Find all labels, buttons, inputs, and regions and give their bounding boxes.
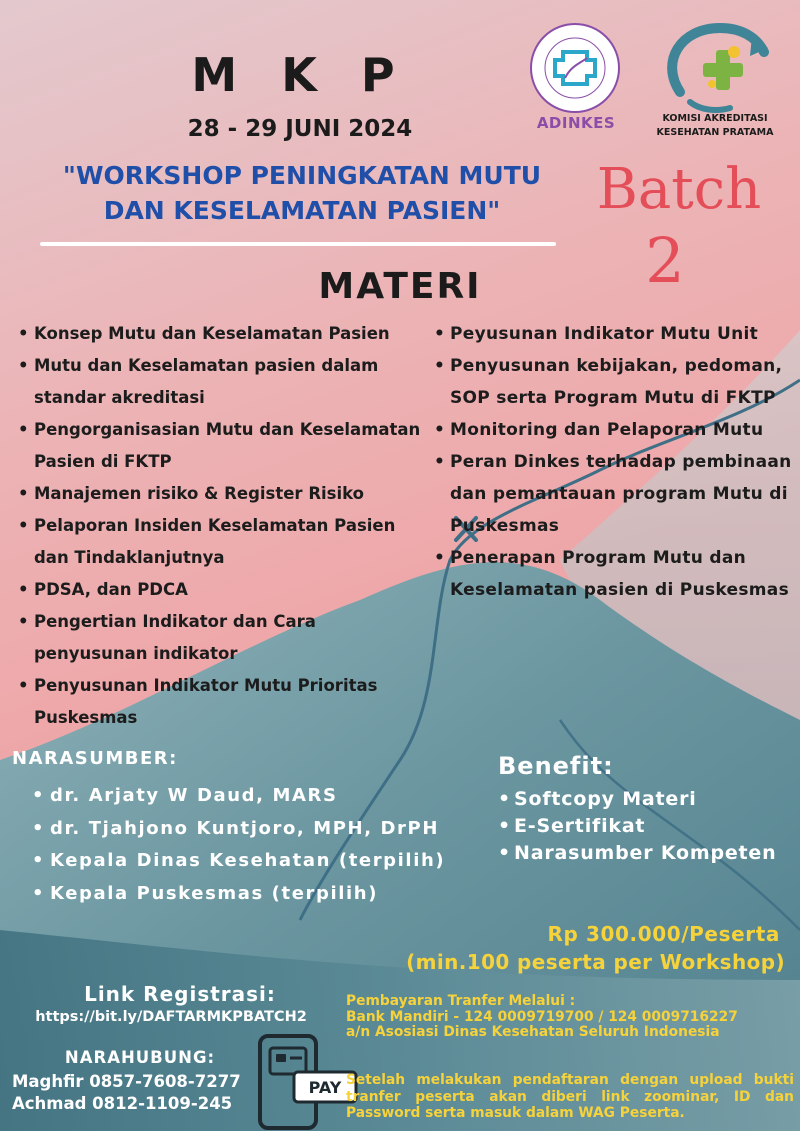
contact-title: NARAHUBUNG: bbox=[64, 1048, 216, 1067]
list-item: • Mutu dan Keselamatan pasien dalam standar akreditasi bbox=[16, 350, 434, 414]
event-date: 28 - 29 JUNI 2024 bbox=[187, 116, 413, 142]
list-item: • Pengertian Indikator dan Cara penyusunan indikator bbox=[16, 606, 434, 670]
list-item: • Manajemen risiko & Register Risiko bbox=[16, 478, 434, 510]
kars-logo bbox=[660, 22, 772, 114]
materi-title: MATERI bbox=[318, 266, 482, 307]
price-minimum: (min.100 peserta per Workshop) bbox=[406, 950, 785, 974]
materi-list-left bbox=[16, 318, 434, 734]
materi-list-right bbox=[432, 318, 792, 606]
workshop-title-line1: "WORKSHOP PENINGKATAN MUTU bbox=[62, 161, 542, 190]
list-item: • dr. Arjaty W Daud, MARS bbox=[30, 780, 500, 813]
adinkes-logo bbox=[529, 22, 621, 114]
kars-label-line1: KOMISI AKREDITASI bbox=[662, 113, 768, 124]
header-divider bbox=[40, 242, 556, 246]
list-item: • Penerapan Program Mutu dan Keselamatan pasien di Puskesmas bbox=[432, 542, 792, 606]
list-item: • Konsep Mutu dan Keselamatan Pasien bbox=[16, 318, 434, 350]
list-item: • Monitoring dan Pelaporan Mutu bbox=[432, 414, 792, 446]
batch-number: 2 bbox=[645, 224, 685, 297]
list-item: • Penyusunan kebijakan, pedoman, SOP serta Program Mutu di FKTP bbox=[432, 350, 792, 414]
list-item: • Pengorganisasian Mutu dan Keselamatan Pasien di FKTP bbox=[16, 414, 434, 478]
list-item: • Peyusunan Indikator Mutu Unit bbox=[432, 318, 792, 350]
price-amount: Rp 300.000/Peserta bbox=[547, 922, 780, 946]
list-item: • E-Sertifikat bbox=[496, 813, 796, 840]
list-item: • dr. Tjahjono Kuntjoro, MPH, DrPH bbox=[30, 813, 500, 846]
list-item: • PDSA, dan PDCA bbox=[16, 574, 434, 606]
workshop-title bbox=[22, 158, 582, 228]
registration-link[interactable]: https://bit.ly/DAFTARMKPBATCH2 bbox=[35, 1009, 307, 1025]
adinkes-label: ADINKES bbox=[536, 114, 616, 132]
kars-label bbox=[640, 112, 790, 140]
list-item: • Kepala Dinas Kesehatan (terpilih) bbox=[30, 845, 500, 878]
payment-note: Setelah melakukan pendaftaran dengan upload bukti tranfer peserta akan diberi link zoominar, ID dan Password serta masuk dalam WAG Peserta. bbox=[346, 1072, 794, 1121]
list-item: • Softcopy Materi bbox=[496, 786, 796, 813]
registration-title: Link Registrasi: bbox=[84, 982, 276, 1006]
narasumber-list bbox=[30, 780, 500, 910]
benefit-title: Benefit: bbox=[498, 752, 614, 780]
batch-label: Batch bbox=[596, 157, 762, 222]
workshop-title-line2: DAN KESELAMATAN PASIEN" bbox=[103, 196, 501, 225]
payment-line-3: a/n Asosiasi Dinas Kesehatan Seluruh Indonesia bbox=[346, 1024, 720, 1041]
poster-title: M K P bbox=[191, 48, 409, 102]
benefit-list bbox=[496, 786, 796, 867]
payment-line-2: Bank Mandiri - 124 0009719700 / 124 0009716227 bbox=[346, 1008, 738, 1025]
list-item: • Kepala Puskesmas (terpilih) bbox=[30, 878, 500, 911]
kars-label-line2: KESEHATAN PRATAMA bbox=[656, 127, 774, 138]
contact-person-2: Achmad 0812-1109-245 bbox=[12, 1094, 233, 1113]
list-item: • Narasumber Kompeten bbox=[496, 840, 796, 867]
pay-icon-label: PAY bbox=[308, 1078, 342, 1097]
contact-person-1: Maghfir 0857-7608-7277 bbox=[12, 1072, 241, 1091]
list-item: • Peran Dinkes terhadap pembinaan dan pemantauan program Mutu di Puskesmas bbox=[432, 446, 792, 542]
list-item: • Pelaporan Insiden Keselamatan Pasien dan Tindaklanjutnya bbox=[16, 510, 434, 574]
list-item: • Penyusunan Indikator Mutu Prioritas Puskesmas bbox=[16, 670, 434, 734]
payment-line-1: Pembayaran Tranfer Melalui : bbox=[346, 993, 576, 1009]
payment-info bbox=[346, 994, 796, 1041]
narasumber-title: NARASUMBER: bbox=[12, 748, 178, 769]
